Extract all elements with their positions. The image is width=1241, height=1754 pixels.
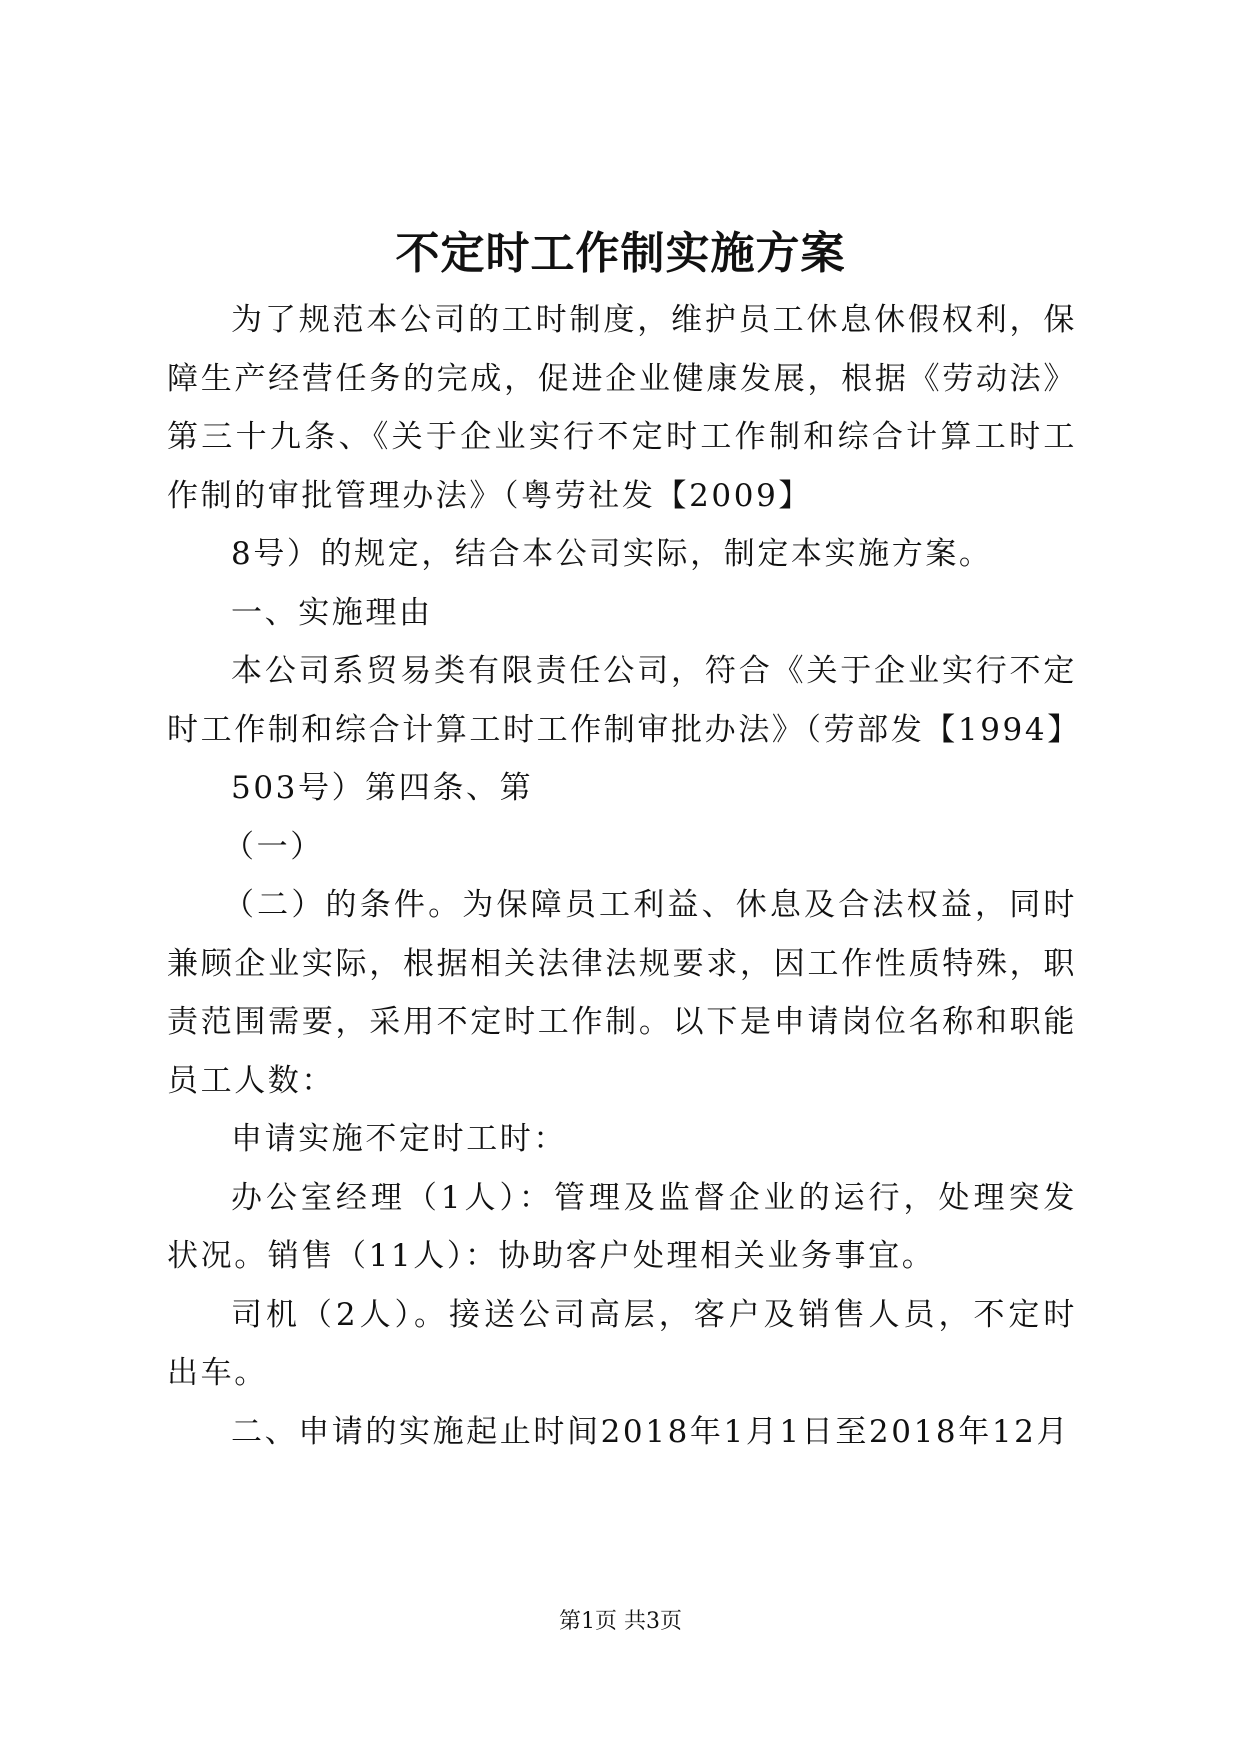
- paragraph-drivers: 司机（2人）。接送公司高层，客户及销售人员，不定时出车。: [167, 1296, 1077, 1391]
- paragraph-apply-label: 申请实施不定时工时：: [231, 1121, 567, 1157]
- page-number: 第1页 共3页: [559, 1609, 682, 1634]
- document-body: [167, 291, 1081, 1461]
- section-heading-reason: 一、实施理由: [231, 594, 433, 631]
- paragraph-reason-article: 503号）第四条、第: [231, 770, 534, 806]
- paragraph-intro-continued: 8号）的规定，结合本公司实际，制定本实施方案。: [231, 536, 993, 572]
- document-title: 不定时工作制实施方案: [395, 228, 846, 279]
- paragraph-reason: 本公司系贸易类有限责任公司，符合《关于企业实行不定时工作制和综合计算工时工作制审批办法》（劳部发【1994】: [167, 653, 1081, 748]
- page-footer: [0, 1607, 1241, 1637]
- paragraph-intro: 为了规范本公司的工时制度，维护员工休息休假权利，保障生产经营任务的完成，促进企业健康发展，根据《劳动法》第三十九条、《关于企业实行不定时工作制和综合计算工时工作制的审批管理办法》（粤劳社发【2009】: [167, 302, 1077, 514]
- paragraph-reason-item-one: （一）: [223, 828, 324, 865]
- paragraph-reason-item-two: （二）的条件。为保障员工利益、休息及合法权益，同时兼顾企业实际，根据相关法律法规要求，因工作性质特殊，职责范围需要，采用不定时工作制。以下是申请岗位名称和职能员工人数：: [167, 887, 1077, 1099]
- paragraph-positions: 办公室经理（1人）：管理及监督企业的运行，处理突发状况。销售（11人）：协助客户处理相关业务事宜。: [167, 1179, 1077, 1274]
- section-heading-period: 二、申请的实施起止时间2018年1月1日至2018年12月: [231, 1413, 1071, 1450]
